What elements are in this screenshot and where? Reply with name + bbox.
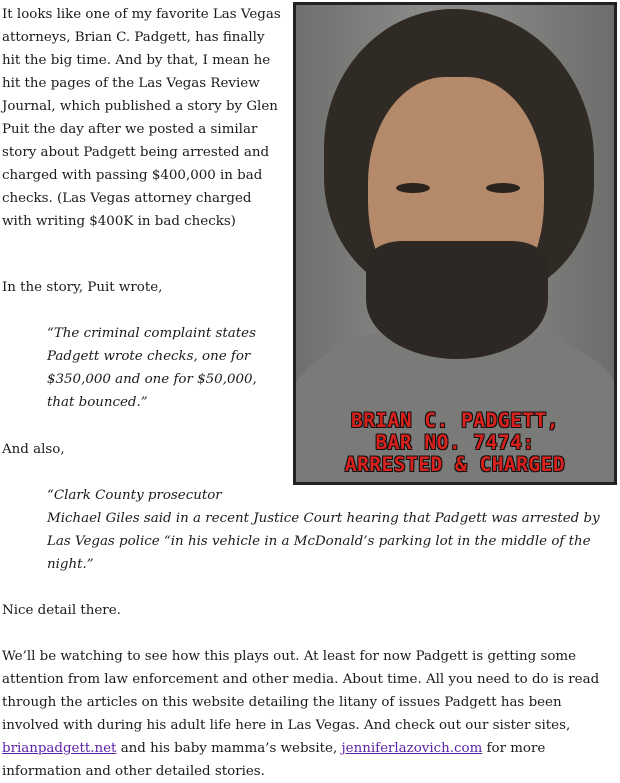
photo-right-eye: [486, 183, 520, 193]
brianpadgett-link[interactable]: brianpadgett.net: [2, 741, 117, 756]
caption-line-3: ARRESTED & CHARGED: [344, 453, 566, 476]
mugshot-photo: [293, 2, 617, 485]
story-line: In the story, Puit wrote,: [2, 280, 163, 295]
caption-line-2: BAR NO. 7474:: [375, 431, 535, 454]
closing-mid-text: and his baby mamma’s website,: [120, 741, 338, 756]
closing-end-text: for more information and other detailed stories.: [2, 741, 546, 779]
jenniferlazovich-link[interactable]: jenniferlazovich.com: [341, 741, 483, 756]
caption-line-1: BRIAN C. PADGETT,: [350, 409, 560, 432]
and-also-line: And also,: [2, 442, 65, 457]
closing-paragraph: [2, 645, 614, 783]
nice-detail-line: Nice detail there.: [2, 603, 121, 618]
quote-criminal-complaint: “The criminal complaint states Padgett wrote checks, one for $350,000 and one for $50,000, that bounced.”: [47, 326, 257, 410]
photo-left-eye: [396, 183, 430, 193]
quote-prosecutor-first-line: “Clark County prosecutor: [47, 488, 222, 503]
quote-prosecutor: [47, 484, 607, 576]
closing-text: We’ll be watching to see how this plays out. At least for now Padgett is getting some attention from law enforcement and other media. About time. All you need to do is read through the articles on this website detailing the litany of issues Padgett has been involved with during his adult life here in Las Vegas. And check out our sister sites,: [2, 649, 600, 733]
photo-beard: [366, 241, 548, 359]
photo-caption: [296, 410, 614, 476]
quote-prosecutor-body: Michael Giles said in a recent Justice Court hearing that Padgett was arrested by Las Vegas police “in his vehicle in a McDonald’s parking lot in the middle of the night.”: [47, 511, 600, 572]
intro-paragraph: It looks like one of my favorite Las Vegas attorneys, Brian C. Padgett, has finally hit the big time. And by that, I mean he hit the pages of the Las Vegas Review Journal, which published a story by Glen Puit the day after we posted a similar story about Padgett being arrested and charged with passing $400,000 in bad checks. (Las Vegas attorney charged with writing $400K in bad checks): [2, 7, 281, 229]
